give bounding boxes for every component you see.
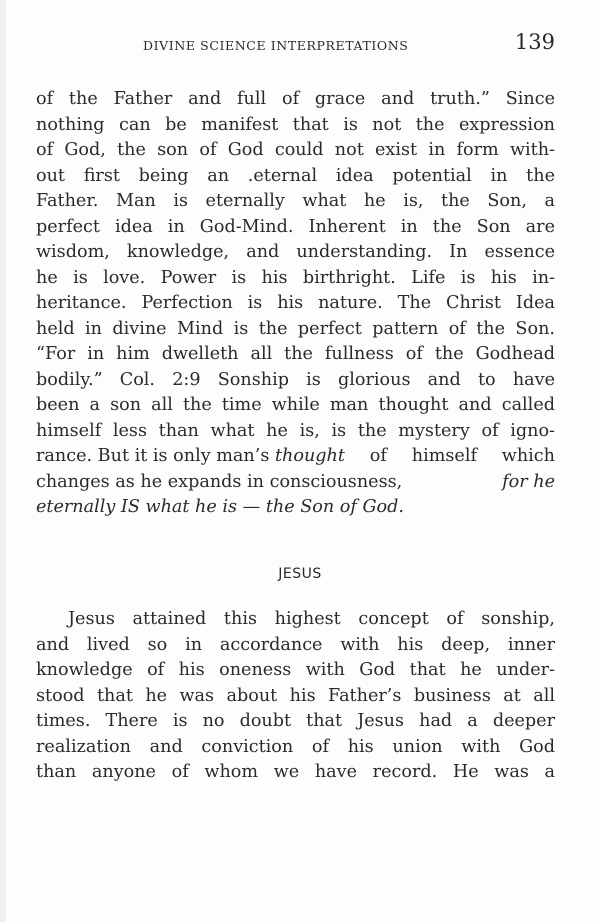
section-heading: JESUS [278, 566, 322, 582]
text-line: been a son all the time while man thought and called [36, 395, 555, 415]
text-line: than anyone of whom we have record. He was a [36, 762, 555, 782]
page-edge [0, 0, 6, 922]
text-line [36, 470, 555, 496]
text-line [36, 444, 555, 470]
italic-emphasis: thought [274, 446, 345, 466]
text-line: times. There is no doubt that Jesus had a deeper [36, 711, 555, 731]
text-span: changes as he expands in consciousness, [36, 471, 403, 492]
text-line: wisdom, knowledge, and understanding. In essence [36, 242, 555, 262]
text-line: out first being an .eternal idea potential in the [36, 165, 555, 186]
text-line: Jesus attained this highest concept of sonship, [68, 609, 555, 629]
text-line: of God, the son of God could not exist in form with- [36, 140, 555, 160]
italic-emphasis: for he [502, 471, 555, 492]
text-line: bodily.” Col. 2:9 Sonship is glorious and to have [36, 369, 555, 390]
text-line: of the Father and full of grace and truth.” Since [36, 89, 555, 109]
text-line: realization and conviction of his union with God [36, 736, 555, 757]
paragraph-jesus [36, 607, 555, 786]
text-line: Father. Man is eternally what he is, the Son, a [36, 191, 555, 211]
text-line: nothing can be manifest that is not the expression [36, 114, 555, 135]
text-span: rance. But it is only man’s [36, 446, 275, 466]
text-line: perfect idea in God-Mind. Inherent in the Son are [36, 216, 555, 237]
text-line: himself less than what he is, is the mystery of igno- [36, 420, 555, 441]
text-span: of himself which [344, 446, 555, 466]
text-line: knowledge of his oneness with God that he under- [36, 660, 555, 680]
page-number: 139 [514, 30, 555, 54]
paragraph-sonship [36, 87, 555, 521]
text-line: and lived so in accordance with his deep, inner [36, 634, 555, 655]
text-line: he is love. Power is his birthright. Life is his in- [36, 267, 555, 288]
text-line [36, 495, 555, 521]
text-line: held in divine Mind is the perfect pattern of the Son. [36, 318, 555, 339]
page-header [36, 30, 555, 60]
text-line: stood that he was about his Father’s business at all [36, 685, 555, 706]
italic-emphasis: eternally IS what he is — the Son of God. [36, 497, 404, 517]
text-line: “For in him dwelleth all the fullness of the Godhead [36, 344, 555, 364]
text-line: heritance. Perfection is his nature. The Christ Idea [36, 293, 555, 313]
running-title: DIVINE SCIENCE INTERPRETATIONS [143, 38, 409, 53]
